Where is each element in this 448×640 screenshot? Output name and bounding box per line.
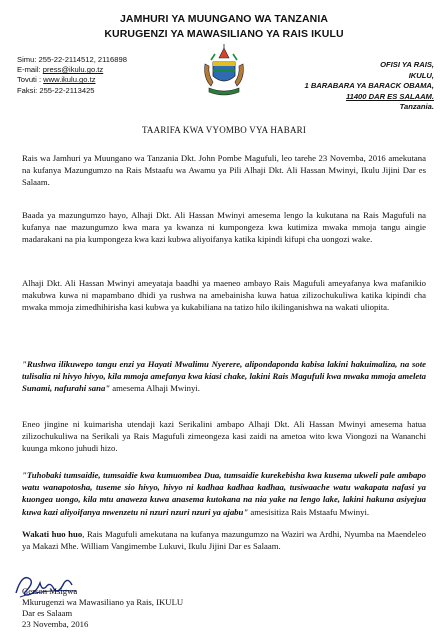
quote-1-text: "Rushwa ilikuwepo tangu enzi ya Hayati Mwalimu Nyerere, alipondaponda kabisa lakini hakuimaliza, na sote tulisalia ni hivyo hivyo, kila mmoja amefanya kwa kiasi chake, lakini Rais Magufuli kwa mwaka mmoja ameleta Sunami, nafurahi sana" <box>22 359 426 394</box>
address-line-2: IKULU, <box>408 70 434 80</box>
contact-block <box>17 55 127 96</box>
email-link[interactable]: press@ikulu.go.tz <box>42 65 104 75</box>
signatory-place: Dar es Salaam <box>22 608 73 618</box>
header-directorate: KURUGENZI YA MAWASILIANO YA RAIS IKULU <box>104 28 344 40</box>
quote-2-text: "Tuhobaki tumsaidie, tumsaidie kwa kumuombea Dua, tumsaidie kurekebisha kwa kusema ukweli pale ambapo watu wanapotosha, tuseme sio hivyo, hivyo ni kadhaa kadhaa kadhaa, tusiwaache watu wakapata nafasi ya kuongea uongo, kila mtu anaweza kuwa anasema kutokana na nia yake na lengo lake, lakini hakuna asiyejua kuwa kazi aliyoifanya mwenzetu ni nzuri nzuri nzuri ya ajabu" <box>22 470 426 517</box>
address-line-3: 1 BARABARA YA BARACK OBAMA, <box>304 81 434 91</box>
signatory-name: Gerson Msigwa <box>22 586 78 596</box>
paragraph-7 <box>22 528 426 552</box>
email-line <box>17 65 127 75</box>
paragraph-2: Baada ya mazungumzo hayo, Alhaji Dkt. Ali Hassan Mwinyi amesema lengo la kukutana na Rais Magufuli na kufanya nae mazungumzo kwa mara ya kwanza ni kumpongeza kwa kutimiza mwaka mmoja tangu aingie madarakani na pia kumpongeza kwa kazi kubwa aliyoifanya katika kipindi kifupi cha uongozi wake. <box>22 210 426 245</box>
signatory-position: Mkurugenzi wa Mawasiliano ya Rais, IKULU <box>22 597 184 607</box>
office-address <box>304 60 434 113</box>
document-title: TAARIFA KWA VYOMBO VYA HABARI <box>141 125 307 135</box>
email-label: E-mail: <box>17 65 43 75</box>
header-country: JAMHURI YA MUUNGANO WA TANZANIA <box>119 13 329 25</box>
coat-of-arms-emblem <box>199 42 249 98</box>
paragraph-4-quote <box>22 358 426 395</box>
signature-date: 23 Novemba, 2016 <box>22 619 89 629</box>
address-line-5: Tanzania. <box>399 102 434 112</box>
paragraph-7-body: , Rais Magufuli amekutana na kufanya mazungumzo na Waziri wa Ardhi, Nyumba na Maendeleo ya Makazi Mhe. William Vangimembe Lukuvi, Ikulu Jijini Dar es Salaam. <box>22 529 426 552</box>
phone-line: Simu: 255-22-2114512, 2116898 <box>17 55 127 64</box>
signature-block <box>22 586 183 630</box>
paragraph-1: Rais wa Jamhuri ya Muungano wa Tanzania Dkt. John Pombe Magufuli, leo tarehe 23 Novemba, 2016 amekutana na kufanya Mazungumzo na Rais Mstaafu wa Awamu ya Pili Alhaji Dkt. Ali Hassan Mwinyi, Ikulu Jijini Dar es Salaam. <box>22 153 426 188</box>
website-label: Tovuti : <box>17 75 44 85</box>
quote-1-attribution: amesema Alhaji Mwinyi. <box>110 383 200 394</box>
address-line-4: 11400 DAR ES SALAAM. <box>345 91 434 101</box>
paragraph-6-quote <box>22 469 426 518</box>
paragraph-3: Alhaji Dkt. Ali Hassan Mwinyi ameyataja baadhi ya maeneo ambayo Rais Magufuli ameyafanya kwa mafanikio makubwa kuwa ni mapambano dhidi ya rushwa na amebainisha kuwa hatua zilizochukuliwa katika kipindi cha mwaka mmoja zimedhihirisha kasi kubwa ya kukabiliana na tatizo hilo ikilinganishwa na wakati uliopita. <box>22 278 426 313</box>
website-line <box>17 75 127 85</box>
website-link[interactable]: www.ikulu.go.tz <box>43 75 96 85</box>
quote-2-attribution: amesisitiza Rais Mstaafu Mwinyi. <box>248 506 370 517</box>
paragraph-5: Eneo jingine ni kuimarisha utendaji kazi Serikalini ambapo Alhaji Dkt. Ali Hassan Mwinyi amesema hatua zilizochukuliwa na Serikali ya Rais Magufuli zimeongeza kasi zaidi na ametoa wito kwa Viongozi na Wananchi kuunga mkono juhudi hizo. <box>22 419 426 454</box>
address-line-1: OFISI YA RAIS, <box>380 60 434 69</box>
fax-line: Faksi: 255-22-2113425 <box>17 85 95 95</box>
paragraph-7-lead: Wakati huo huo <box>22 529 83 539</box>
